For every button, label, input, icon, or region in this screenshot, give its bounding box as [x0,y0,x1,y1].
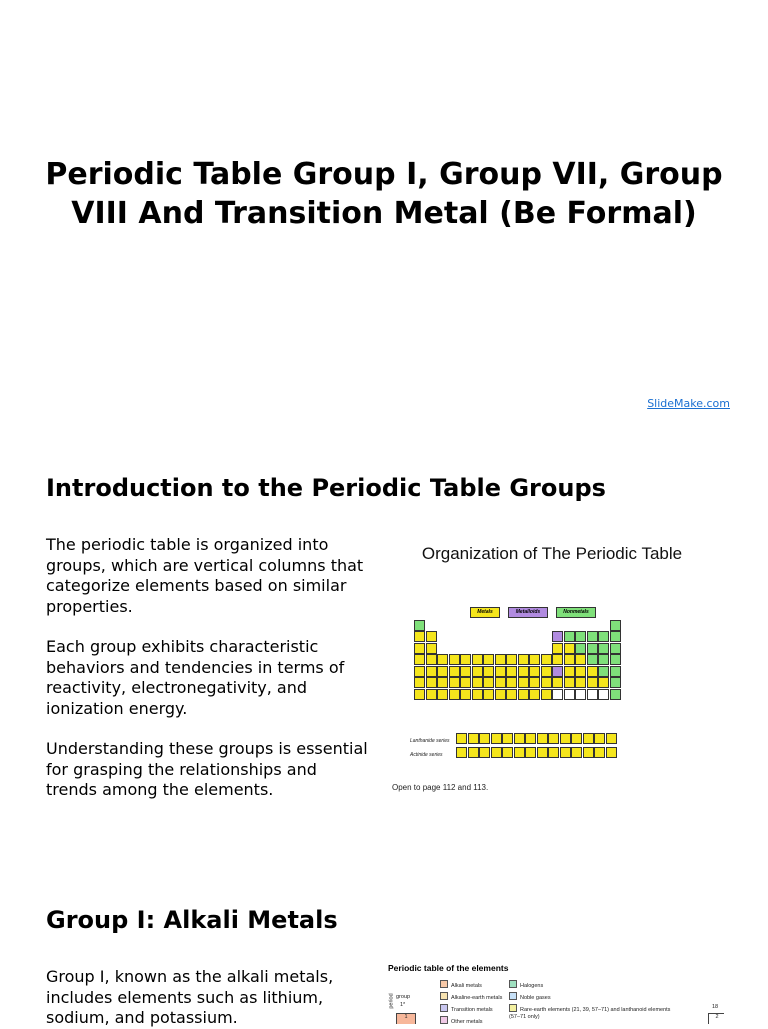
f-block-cell [491,733,502,744]
element-cell [437,677,448,688]
f-block-cell [456,733,467,744]
element-cell [587,643,598,654]
element-cell [552,654,563,665]
element-cell [552,689,563,700]
element-cell [529,689,540,700]
f-block-cell [571,747,582,758]
element-cell [518,689,529,700]
actinide-label: Actinide series [410,752,443,758]
element-cell [610,631,621,642]
element-cell [587,666,598,677]
lanthanide-label: Lanthanide series [410,738,450,744]
element-cell [483,689,494,700]
element-cell [472,689,483,700]
element-cell [414,643,425,654]
element-cell [506,689,517,700]
f-block-cell [479,747,490,758]
element-cell [518,654,529,665]
f-block-cell [537,733,548,744]
element-cell [460,654,471,665]
legend-nonmetals: Nonmetals [556,607,596,618]
element-cell [575,677,586,688]
f-block-cell [583,733,594,744]
legend2-noble: Noble gases [509,992,551,1001]
element-cell [506,666,517,677]
figure-caption: Open to page 112 and 113. [392,783,489,792]
element-cell [598,654,609,665]
section-heading-intro: Introduction to the Periodic Table Groups [46,474,606,502]
f-block-cell [537,747,548,758]
element-cell [541,677,552,688]
legend-metals: Metals [470,607,500,618]
element-cell [414,620,425,631]
f-block-cell [502,747,513,758]
f-block-cell [525,733,536,744]
element-cell [495,677,506,688]
element-cell [518,677,529,688]
legend2-rare-earth: Rare-earth elements (21, 39, 57–71) and lanthanoid elements (57–71 only) [509,1004,679,1021]
element-cell [610,643,621,654]
legend2-alkaline-earth: Alkaline-earth metals [440,992,502,1001]
section-heading-alkali: Group I: Alkali Metals [46,906,338,934]
element-cell [426,666,437,677]
periodic-table-figure-2 [384,958,724,1024]
f-block-cell [468,733,479,744]
f-block-cell [548,733,559,744]
element-cell [541,666,552,677]
intro-paragraph-2: Each group exhibits characteristic behaviors and tendencies in terms of reactivity, electronegativity, and ionization energy. [46,637,345,718]
element-cell [564,689,575,700]
element-cell [449,677,460,688]
f-block-cell [560,733,571,744]
element-cell [414,654,425,665]
element-cell-1: 1 [396,1013,416,1024]
legend-metalloids: Metalloids [508,607,548,618]
element-cell [610,677,621,688]
element-cell [414,677,425,688]
element-cell [472,654,483,665]
element-cell [414,689,425,700]
element-cell [575,689,586,700]
element-cell [610,666,621,677]
figure-title: Organization of The Periodic Table [421,544,683,563]
group-18-label: 18 [712,1004,719,1010]
element-cell [460,666,471,677]
element-cell [564,666,575,677]
group-label: group [396,994,411,1000]
f-block-cell [594,747,605,758]
element-cell [598,689,609,700]
f-block-cell [594,733,605,744]
element-cell [449,666,460,677]
element-cell [541,654,552,665]
f-block-cell [525,747,536,758]
element-cell [426,654,437,665]
group-1-label: 1* [400,1002,406,1008]
element-cell [552,677,563,688]
element-cell [426,689,437,700]
element-cell [587,689,598,700]
element-cell [437,654,448,665]
alkali-paragraph-1: Group I, known as the alkali metals, includes elements such as lithium, sodium, and potassium. [46,967,334,1027]
element-cell [610,620,621,631]
element-cell [506,677,517,688]
element-cell-2: 2 [708,1013,724,1024]
element-cell [460,677,471,688]
element-cell [575,654,586,665]
element-cell [460,689,471,700]
f-block-cell [479,733,490,744]
element-cell [529,666,540,677]
element-cell [552,631,563,642]
element-cell [483,677,494,688]
element-cell [598,631,609,642]
element-cell [587,631,598,642]
element-cell [564,677,575,688]
element-cell [529,654,540,665]
f-block-cell [606,747,617,758]
f-block-cell [456,747,467,758]
f-block-cell [583,747,594,758]
element-cell [449,689,460,700]
element-cell [426,677,437,688]
element-cell [610,689,621,700]
element-cell [598,643,609,654]
element-cell [495,666,506,677]
element-cell [587,654,598,665]
f-block-cell [560,747,571,758]
f-block-cell [502,733,513,744]
element-cell [472,666,483,677]
periodic-table-figure [384,530,720,795]
element-cell [564,631,575,642]
element-cell [437,689,448,700]
f-block-cell [468,747,479,758]
element-cell [426,631,437,642]
element-cell [414,631,425,642]
figure2-title: Periodic table of the elements [388,963,509,973]
f-block-cell [514,747,525,758]
f-block-cell [606,733,617,744]
element-cell [575,643,586,654]
element-cell [610,654,621,665]
intro-paragraph-1: The periodic table is organized into groups, which are vertical columns that categorize elements based on similar properties. [46,535,364,616]
legend2-alkali: Alkali metals [440,980,482,989]
element-cell [506,654,517,665]
element-cell [564,643,575,654]
element-cell [414,666,425,677]
legend2-halogens: Halogens [509,980,543,989]
element-cell [483,666,494,677]
element-cell [564,654,575,665]
legend2-other: Other metals [440,1016,482,1024]
element-cell [575,666,586,677]
element-cell [495,689,506,700]
intro-paragraph-3: Understanding these groups is essential for grasping the relationships and trends among the elements. [46,739,368,799]
element-cell [575,631,586,642]
f-block-cell [548,747,559,758]
element-cell [587,677,598,688]
element-cell [495,654,506,665]
element-cell [598,666,609,677]
legend2-transition: Transition metals [440,1004,493,1013]
element-cell [483,654,494,665]
f-block-cell [571,733,582,744]
f-block-cell [514,733,525,744]
element-cell [449,654,460,665]
slide-title: Periodic Table Group I, Group VII, Group VIII And Transition Metal (Be Formal) [45,157,723,231]
element-cell [552,643,563,654]
slidemake-link[interactable]: SlideMake.com [647,397,730,410]
element-cell [437,666,448,677]
element-cell [598,677,609,688]
element-cell [552,666,563,677]
f-block-cell [491,747,502,758]
element-cell [518,666,529,677]
element-cell [472,677,483,688]
element-cell [541,689,552,700]
element-cell [426,643,437,654]
period-label: period [388,993,395,1009]
element-cell [529,677,540,688]
